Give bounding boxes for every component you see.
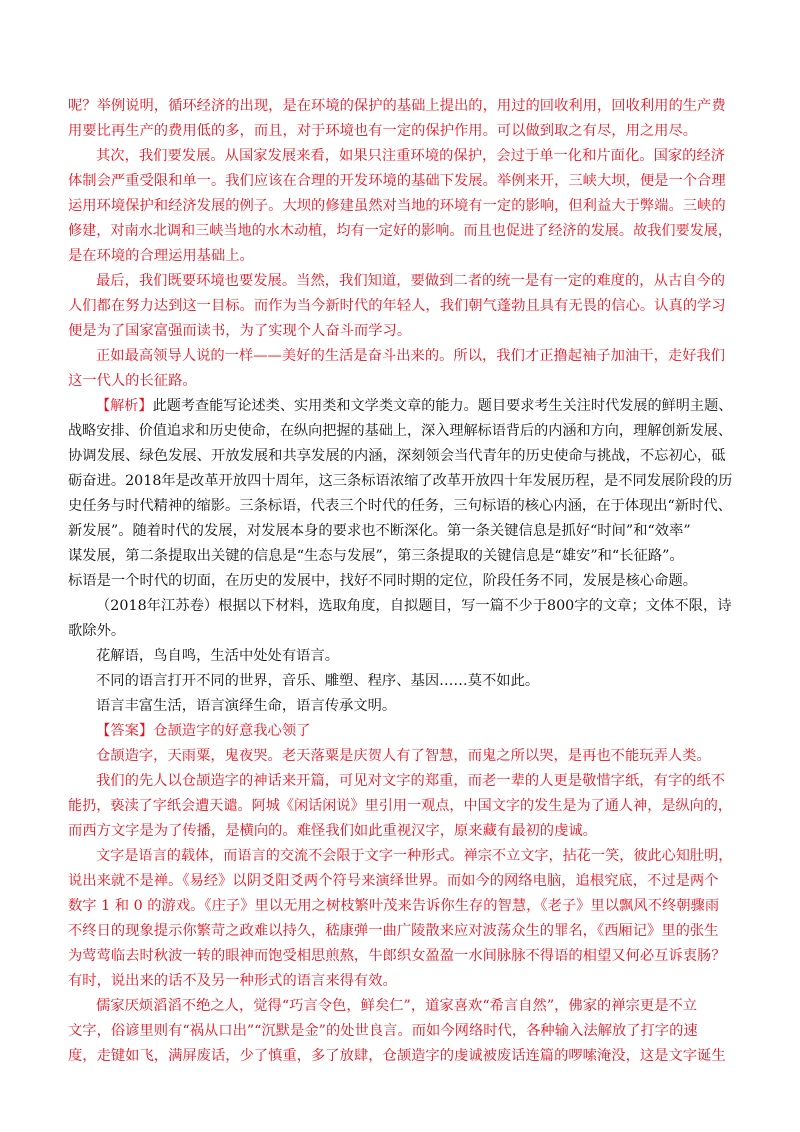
essay-line: 正如最高领导人说的一样——美好的生活是奋斗出来的。所以，我们才正撸起袖子加油干，走好我们 [96,348,726,364]
analysis-line: 谋发展，第二条提取出关键的信息是“生态与发展”，第三条提取的关键信息是“雄安”和“长征路”。 [68,548,684,564]
answer-line: 仓颉造字，天雨粟，鬼夜哭。老天落粟是庆贺人有了智慧，而鬼之所以哭，是再也不能玩弄人类。 [96,748,711,764]
analysis-text: 此题考查能写论述类、实用类和文学类文章的能力。题目要求考生关注时代发展的鲜明主题、 [152,398,733,414]
analysis-line: 协调发展、绿色发展、开放发展和共享发展的内涵，深刻领会当代青年的历史使命与挑战，不忘初心，砥 [68,448,726,464]
analysis-first-line [96,396,732,416]
answer-line: 文字，俗谚里则有“祸从口出”“沉默是金”的处世良言。而如今网络时代，各种输入法解放了打字的速 [68,1023,698,1039]
answer-line: 能扔，亵渎了字纸会遭天谴。阿城《闲话闲说》里引用一观点，中国文字的发生是为了通人神，是纵向的， [68,798,732,814]
answer-line: 数字 1 和 0 的游戏。《庄子》里以无用之树枝繁叶茂来告诉你生存的智慧，《老子》里以飘风不终朝骤雨 [68,898,720,914]
analysis-line: 新发展”。随着时代的发展，对发展本身的要求也不断深化。第一条关键信息是抓好“时间”和“效率” [68,523,691,539]
answer-title-line [96,721,310,741]
answer-line: 不终日的现象提示你繁苛之政难以持久，嵇康弹一曲广陵散来应对波荡众生的罪名，《西厢记》里的张生 [68,923,719,939]
answer-line: 有时，说出来的话不及另一种形式的语言来得有效。 [68,973,397,989]
analysis-line: 标语是一个时代的切面，在历史的发展中，找好不同时期的定位，阶段任务不同，发展是核心命题。 [68,573,698,589]
essay-line: 是在环境的合理运用基础上。 [68,248,254,264]
essay-line: 体制会严重受限和单一。我们应该在合理的开发环境的基础下发展。举例来开，三峡大坝，便是一个合理 [68,173,726,189]
question-line: 歌除外。 [68,623,126,639]
analysis-tag: 【解析】 [96,398,153,414]
essay-line: 修建，对南水北调和三峡当地的水木动植，均有一定好的影响。而且也促进了经济的发展。故我们要发展， [68,223,732,239]
analysis-line: 砺奋进。2018年是改革开放四十周年，这三条标语浓缩了改革开放四十年发展历程，是不同发展阶段的历 [68,473,733,489]
analysis-line: 史任务与时代精神的缩影。三条标语，代表三个时代的任务，三句标语的核心内涵，在于体现出“新时代、 [68,498,732,514]
answer-line: 而西方文字是为了传播，是横向的。难怪我们如此重视汉字，原来藏有最初的虔诚。 [68,823,597,839]
essay-line: 便是为了国家富强而读书，为了实现个人奋斗而学习。 [68,323,412,339]
answer-title: 仓颉造字的好意我心领了 [153,723,311,739]
answer-line: 儒家厌烦滔滔不绝之人，觉得“巧言令色，鲜矣仁”，道家喜欢“希言自然”，佛家的禅宗更是不立 [96,998,698,1014]
essay-line: 这一代人的长征路。 [68,373,197,389]
answer-line: 我们的先人以仓颉造字的神话来开篇，可见对文字的郑重，而老一辈的人更是敬惜字纸，有字的纸不 [96,773,726,789]
essay-line: 用要比再生产的费用低的多，而且，对于环境也有一定的保护作用。可以做到取之有尽，用之用尽。 [68,123,698,139]
answer-line: 为莺莺临去时秋波一转的眼神而饱受相思煎熬，牛郎织女盈盈一水间脉脉不得语的相望又何必互诉衷肠？ [68,948,726,964]
material-line: 花解语，鸟自鸣，生活中处处有语言。 [96,648,340,664]
answer-line: 度，走键如飞，满屏废话，少了慎重，多了放肆，仓颉造字的虔诚被废话连篇的啰嗦淹没，这是文字诞生 [68,1048,726,1064]
essay-line: 最后，我们既要环境也要发展。当然，我们知道，要做到二者的统一是有一定的难度的，从古自今的 [96,273,726,289]
essay-line: 呢？举例说明，循环经济的出现，是在环境的保护的基础上提出的，用过的回收利用，回收利用的生产费 [68,98,726,114]
answer-line: 文字是语言的载体，而语言的交流不会限于文字一种形式。禅宗不立文字，拈花一笑，彼此心知肚明， [96,848,733,864]
essay-line: 其次，我们要发展。从国家发展来看，如果只注重环境的保护，会过于单一化和片面化。国家的经济 [96,148,726,164]
answer-line: 说出来就不是禅。《易经》以阴爻阳爻两个符号来演绎世界。而如今的网络电脑，追根究底，不过是两个 [68,873,719,889]
essay-line: 人们都在努力达到这一目标。而作为当今新时代的年轻人，我们朝气蓬勃且具有无畏的信心。认真的学习 [68,298,726,314]
question-line: （2018年江苏卷）根据以下材料，选取角度，自拟题目，写一篇不少于800字的文章；文体不限，诗 [96,598,732,614]
material-line: 不同的语言打开不同的世界，音乐、雕塑、程序、基因……莫不如此。 [96,673,540,689]
analysis-line: 战略安排、价值追求和历史使命，在纵向把握的基础上，深入理解标语背后的内涵和方向，理解创新发展、 [68,423,732,439]
essay-line: 运用环境保护和经济发展的例子。大坝的修建虽然对当地的环境有一定的影响，但利益大于弊端。三峡的 [68,198,726,214]
answer-tag: 【答案】 [96,723,154,739]
material-line: 语言丰富生活，语言演绎生命，语言传承文明。 [96,698,397,714]
